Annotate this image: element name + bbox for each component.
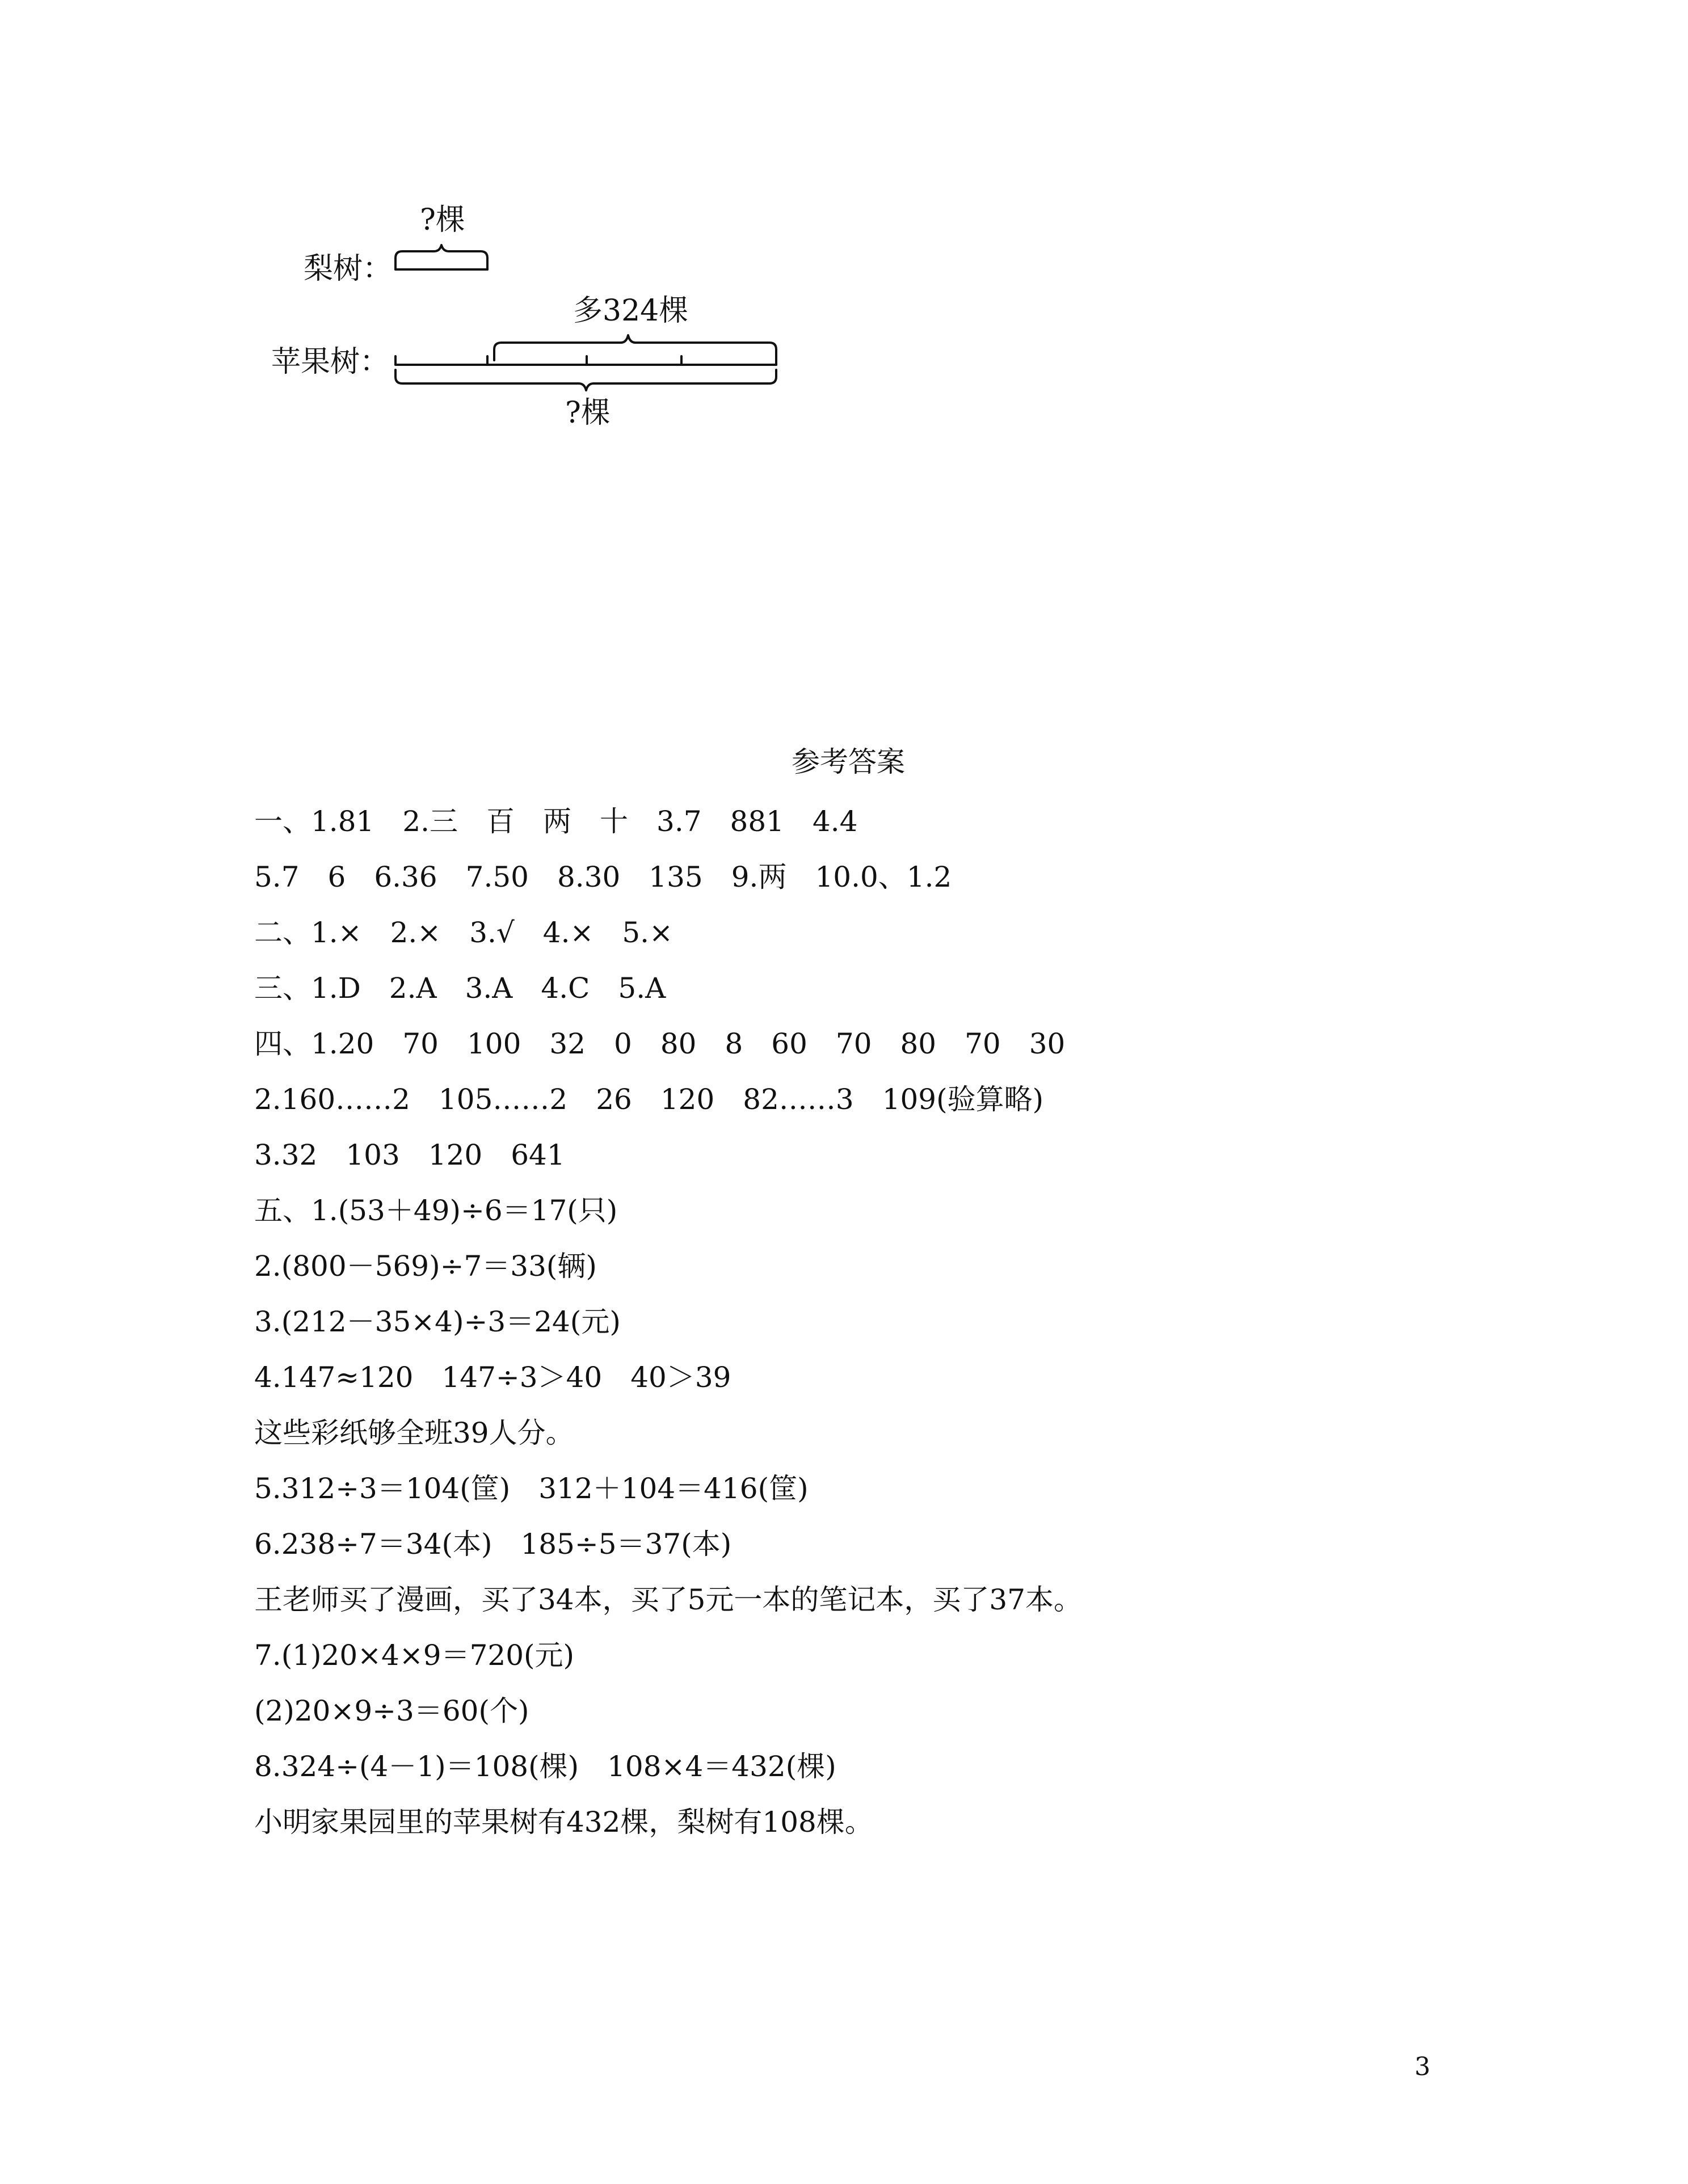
pear-tree-label: 梨树： [304, 252, 393, 286]
answer-line: 8.324÷(4－1)＝108(棵) 108×4＝432(棵) [254, 1750, 836, 1783]
answer-line: 这些彩纸够全班39人分。 [254, 1416, 574, 1449]
apple-question-label: ?棵 [565, 396, 611, 430]
answer-line: 二、1.× 2.× 3.√ 4.× 5.× [254, 916, 673, 949]
line-segment-diagram [0, 0, 1688, 511]
answer-line: 王老师买了漫画，买了34本，买了5元一本的笔记本，买了37本。 [254, 1583, 1083, 1616]
answer-line: 5.312÷3＝104(筐) 312＋104＝416(筐) [254, 1472, 809, 1505]
answer-line: 4.147≈120 147÷3＞40 40＞39 [254, 1361, 731, 1394]
answers-title: 参考答案 [792, 745, 905, 778]
answer-line: 五、1.(53＋49)÷6＝17(只) [254, 1194, 618, 1227]
answer-line: 2.(800－569)÷7＝33(辆) [254, 1250, 597, 1283]
answer-line: (2)20×9÷3＝60(个) [254, 1694, 529, 1727]
answer-line: 三、1.D 2.A 3.A 4.C 5.A [254, 972, 666, 1005]
answer-line: 7.(1)20×4×9＝720(元) [254, 1639, 575, 1672]
answer-line: 5.7 6 6.36 7.50 8.30 135 9.两 10.0、1.2 [254, 861, 952, 893]
pear-question-label: ?棵 [420, 203, 465, 237]
page-number: 3 [1415, 2052, 1430, 2081]
apple-total-brace [395, 370, 776, 390]
answer-line: 小明家果园里的苹果树有432棵，梨树有108棵。 [254, 1806, 873, 1839]
answer-line: 3.32 103 120 641 [254, 1139, 565, 1171]
answer-line: 2.160……2 105……2 26 120 82……3 109(验算略) [254, 1083, 1044, 1116]
apple-tree-label: 苹果树： [271, 345, 390, 379]
answer-line: 6.238÷7＝34(本) 185÷5＝37(本) [254, 1528, 732, 1561]
pear-brace [395, 245, 487, 269]
answer-line: 3.(212－35×4)÷3＝24(元) [254, 1305, 621, 1338]
answer-line: 一、1.81 2.三 百 两 十 3.7 881 4.4 [254, 805, 858, 838]
more-count-label: 多324棵 [573, 294, 689, 328]
more-brace [494, 335, 776, 360]
answer-line: 四、1.20 70 100 32 0 80 8 60 70 80 70 30 [254, 1027, 1066, 1060]
